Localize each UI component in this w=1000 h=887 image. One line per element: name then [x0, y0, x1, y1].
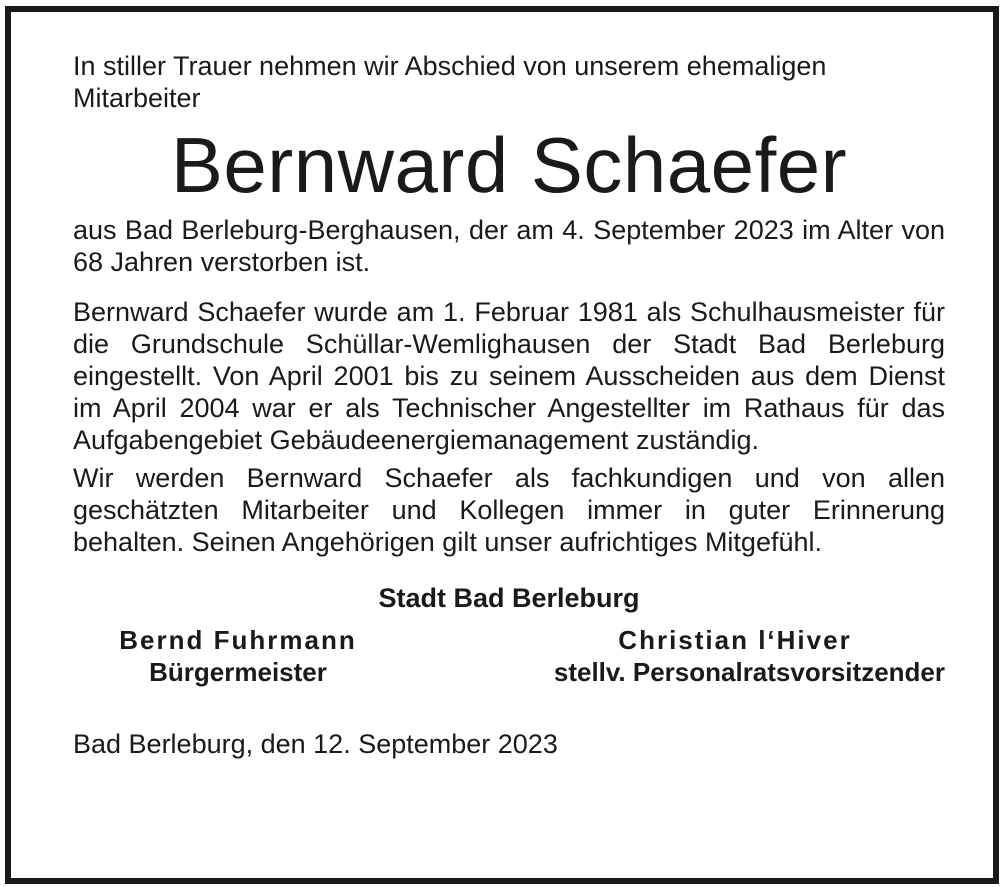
deceased-name: Bernward Schaefer — [170, 121, 848, 209]
organization-name: Stadt Bad Berleburg — [378, 583, 640, 613]
signers — [73, 624, 945, 688]
biography-text: Bernward Schaefer wurde am 1. Februar 1981 als Schulhausmeister für die Grundschule Schüllar-Wemlighausen der Stadt Bad Berleburg eingestellt. Von April 2001 bis zu seinem Ausscheiden aus dem Dienst im April 2004 war er als Technischer Angestellter im Rathaus für das Aufgabengebiet Gebäudeenergiemanagement zuständig. — [73, 297, 945, 455]
notice-frame — [5, 6, 999, 884]
signer-role: Bürgermeister — [149, 657, 327, 687]
remembrance-text: Wir werden Bernward Schaefer als fachkundigen und von allen geschätzten Mitarbeiter und Kollegen immer in guter Erinnerung behalten. Seinen Angehörigen gilt unser aufrichtiges Mitgefühl. — [73, 463, 945, 557]
intro-text: In stiller Trauer nehmen wir Abschied von unserem ehemaligen Mitarbeiter — [73, 51, 827, 113]
signer-staff-council — [485, 624, 945, 688]
signer-mayor — [73, 624, 403, 688]
signer-name: Christian l‘Hiver — [618, 625, 852, 655]
signer-role: stellv. Personalratsvorsitzender — [553, 657, 945, 687]
origin-text: aus Bad Berleburg-Berghausen, der am 4. September 2023 im Alter von 68 Jahren verstorben ist. — [73, 215, 945, 277]
notice-content — [73, 50, 945, 760]
signer-name: Bernd Fuhrmann — [119, 625, 357, 655]
place-date: Bad Berleburg, den 12. September 2023 — [73, 729, 558, 759]
